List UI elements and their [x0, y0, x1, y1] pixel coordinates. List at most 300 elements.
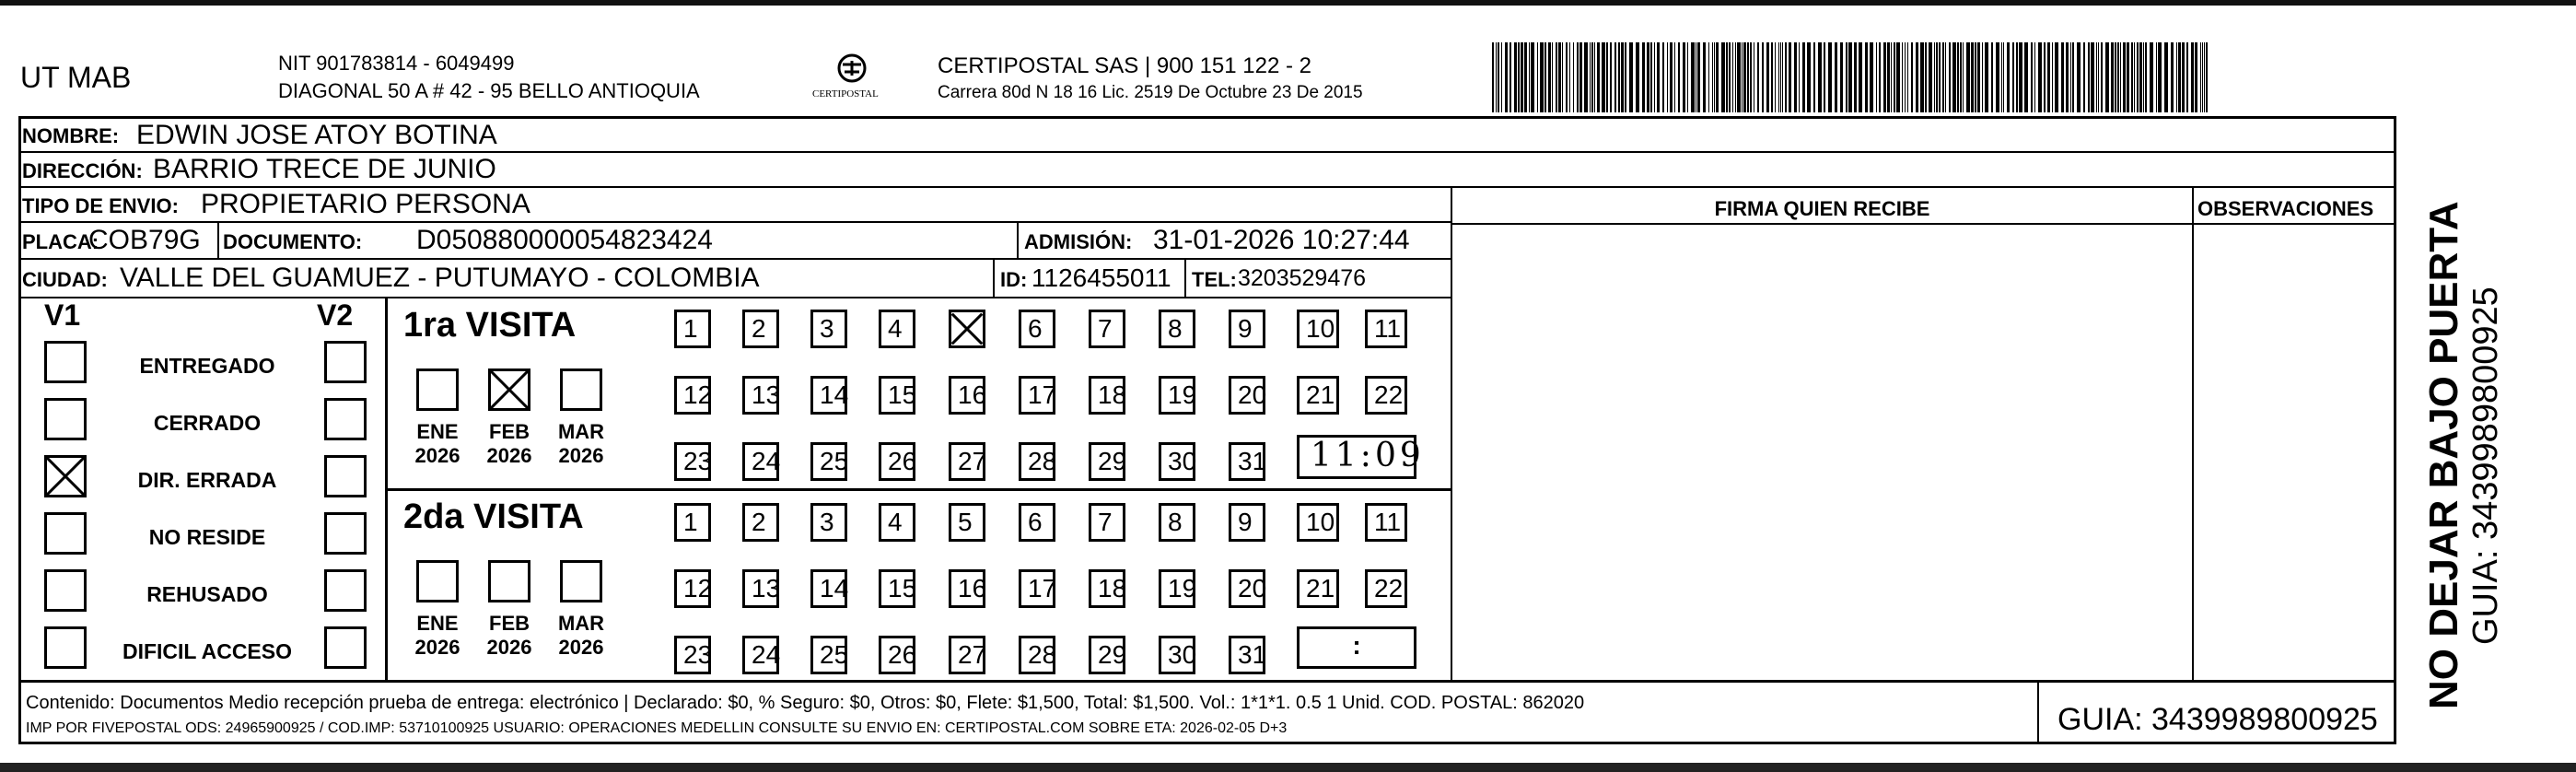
- visit2-time-placeholder: :: [1352, 631, 1361, 660]
- divider: [1017, 223, 1019, 260]
- barcode-bar: [1945, 42, 1946, 112]
- month-year: 2026: [558, 636, 604, 659]
- day-box-31[interactable]: [1229, 636, 1265, 674]
- day-box-29[interactable]: [1089, 636, 1125, 674]
- barcode-bar: [1985, 42, 1988, 112]
- barcode-bar: [1742, 42, 1743, 112]
- row-nombre: [18, 119, 2394, 153]
- day-box-8[interactable]: [1159, 503, 1195, 542]
- barcode-bar: [1670, 42, 1673, 112]
- barcode-bar: [1942, 42, 1944, 112]
- day-number: 11: [1374, 314, 1402, 343]
- barcode-bar: [1747, 42, 1749, 112]
- status-label: ENTREGADO: [139, 354, 275, 378]
- day-number: 6: [1028, 314, 1043, 343]
- documento-label: DOCUMENTO:: [223, 230, 363, 253]
- day-number: 22: [1374, 380, 1404, 409]
- divider: [18, 680, 2396, 683]
- barcode-bar: [1799, 42, 1800, 112]
- documento-value: D050880000054823424: [416, 225, 713, 255]
- day-number: 29: [1098, 640, 1127, 669]
- day-number: 8: [1168, 508, 1183, 536]
- barcode-bar: [1618, 42, 1620, 112]
- barcode-bar: [1737, 42, 1741, 112]
- barcode-bar: [1614, 42, 1616, 112]
- day-number: 19: [1168, 380, 1197, 409]
- barcode-bar: [2143, 42, 2144, 112]
- day-box-26[interactable]: [879, 442, 915, 481]
- barcode-bar: [1957, 42, 1959, 112]
- day-box-7[interactable]: [1089, 503, 1125, 542]
- barcode-bar: [2101, 42, 2103, 112]
- day-number: 13: [752, 574, 781, 602]
- barcode-bar: [1650, 42, 1652, 112]
- barcode-bar: [2038, 42, 2042, 112]
- barcode-bar: [1548, 42, 1551, 112]
- barcode-bar: [1902, 42, 1903, 112]
- placa-label: PLACA:: [22, 230, 99, 253]
- barcode-bar: [1691, 42, 1695, 112]
- day-box-29[interactable]: [1089, 442, 1125, 481]
- day-box-23[interactable]: [674, 636, 711, 674]
- status-label: DIR. ERRADA: [137, 468, 277, 492]
- day-number: 1: [683, 314, 698, 343]
- barcode-bar: [2052, 42, 2053, 112]
- day-number: 7: [1098, 314, 1113, 343]
- day-number: 28: [1028, 640, 1057, 669]
- barcode-bar: [1859, 42, 1862, 112]
- day-box-26[interactable]: [879, 636, 915, 674]
- barcode-bar: [2091, 42, 2094, 112]
- barcode-bar: [1697, 42, 1700, 112]
- barcode-bar: [2145, 42, 2147, 112]
- barcode-bar: [2134, 42, 2135, 112]
- firma-label: FIRMA QUIEN RECIBE: [1714, 197, 1930, 220]
- barcode-bar: [1687, 42, 1688, 112]
- barcode-bar: [1562, 42, 1563, 112]
- barcode-bar: [2115, 42, 2116, 112]
- status-v1-checkbox[interactable]: [44, 512, 87, 555]
- barcode-bar: [1916, 42, 1918, 112]
- barcode-bar: [1865, 42, 1868, 112]
- day-box-7[interactable]: [1089, 310, 1125, 348]
- day-number: 28: [1028, 447, 1057, 475]
- barcode-bar: [1518, 42, 1520, 112]
- day-number: 5: [958, 508, 973, 536]
- day-box-18[interactable]: [1089, 376, 1125, 415]
- barcode-bar: [2195, 42, 2197, 112]
- barcode-bar: [1498, 42, 1499, 112]
- row-tipo: [18, 188, 1451, 223]
- day-box-31[interactable]: [1229, 442, 1265, 481]
- barcode-bar: [2072, 42, 2074, 112]
- barcode-bar: [1840, 42, 1843, 112]
- barcode-bar: [2171, 42, 2174, 112]
- barcode-bar: [1492, 42, 1494, 112]
- day-box-30[interactable]: [1159, 442, 1195, 481]
- day-box-21[interactable]: [1297, 376, 1339, 415]
- day-box-13[interactable]: [742, 569, 779, 608]
- side-text: [2422, 201, 2505, 709]
- day-box-1[interactable]: [674, 310, 711, 348]
- direccion-label: DIRECCIÓN:: [22, 159, 143, 182]
- barcode-bar: [1654, 42, 1655, 112]
- barcode-bar: [2191, 42, 2194, 112]
- barcode-bar: [1729, 42, 1731, 112]
- row-placa: [18, 223, 1451, 260]
- barcode-bar: [1991, 42, 1993, 112]
- month-checkbox[interactable]: [488, 560, 530, 602]
- day-number: 1: [683, 508, 698, 536]
- day-number: 27: [958, 447, 987, 475]
- carrier-name: CERTIPOSTAL SAS | 900 151 122 - 2: [938, 53, 1311, 78]
- barcode-bar: [1785, 42, 1787, 112]
- day-box-4[interactable]: [879, 310, 915, 348]
- placa-value: COB79G: [88, 225, 201, 255]
- day-box-8[interactable]: [1159, 310, 1195, 348]
- month-checkbox[interactable]: [560, 560, 602, 602]
- day-number: 18: [1098, 574, 1127, 602]
- day-box-2[interactable]: [742, 310, 779, 348]
- barcode-bar: [2061, 42, 2064, 112]
- divider: [2037, 682, 2039, 744]
- barcode-bar: [2204, 42, 2205, 112]
- day-number: 25: [820, 640, 849, 669]
- barcode-bar: [1556, 42, 1557, 112]
- company-name: UT MAB: [20, 61, 132, 94]
- barcode-bar: [2111, 42, 2114, 112]
- admision-value: 31-01-2026 10:27:44: [1153, 225, 1410, 255]
- day-box-5[interactable]: [949, 503, 985, 542]
- v1-header: V1: [44, 298, 81, 332]
- day-number: 31: [1238, 447, 1267, 475]
- barcode-bar: [1597, 42, 1600, 112]
- day-box-14[interactable]: [810, 569, 847, 608]
- barcode-bar: [1824, 42, 1825, 112]
- day-box-24[interactable]: [742, 442, 779, 481]
- day-box-17[interactable]: [1019, 569, 1055, 608]
- day-box-22[interactable]: [1365, 569, 1407, 608]
- day-number: 24: [752, 447, 781, 475]
- barcode-bar: [1894, 42, 1895, 112]
- divider: [1184, 260, 1186, 298]
- barcode-bar: [1876, 42, 1877, 112]
- barcode-bar: [2077, 42, 2081, 112]
- day-box-30[interactable]: [1159, 636, 1195, 674]
- status-v1-checkbox[interactable]: [44, 569, 87, 612]
- barcode-bar: [1879, 42, 1881, 112]
- barcode-bar: [1963, 42, 1964, 112]
- ciudad-value: VALLE DEL GUAMUEZ - PUTUMAYO - COLOMBIA: [120, 263, 760, 293]
- barcode-bar: [2083, 42, 2085, 112]
- barcode-bar: [1750, 42, 1752, 112]
- month-label: ENE: [416, 420, 459, 443]
- barcode-bar: [2019, 42, 2022, 112]
- barcode-bar: [2150, 42, 2153, 112]
- barcode-bar: [2012, 42, 2014, 112]
- barcode-bar: [2156, 42, 2157, 112]
- day-number: 21: [1306, 380, 1335, 409]
- barcode-bar: [1544, 42, 1546, 112]
- day-box-23[interactable]: [674, 442, 711, 481]
- barcode-bar: [1524, 42, 1527, 112]
- day-box-28[interactable]: [1019, 442, 1055, 481]
- day-box-1[interactable]: [674, 503, 711, 542]
- day-box-27[interactable]: [949, 442, 985, 481]
- barcode-bar: [1870, 42, 1873, 112]
- barcode-bar: [2131, 42, 2133, 112]
- firma-area[interactable]: [1451, 188, 2194, 680]
- status-v1-checkbox[interactable]: [44, 398, 87, 440]
- barcode-bar: [1911, 42, 1913, 112]
- barcode-bar: [1683, 42, 1685, 112]
- side-big-text: NO DEJAR BAJO PUERTA: [2421, 201, 2466, 709]
- day-box-16[interactable]: [949, 569, 985, 608]
- barcode-bar: [1920, 42, 1924, 112]
- barcode-bar: [2031, 42, 2033, 112]
- barcode-bar: [1716, 42, 1719, 112]
- day-box-16[interactable]: [949, 376, 985, 415]
- day-number: 18: [1098, 380, 1127, 409]
- day-box-27[interactable]: [949, 636, 985, 674]
- month-year: 2026: [486, 636, 532, 659]
- month-label: FEB: [489, 612, 530, 635]
- day-box-9[interactable]: [1229, 503, 1265, 542]
- barcode-bar: [1925, 42, 1927, 112]
- barcode-bar: [1771, 42, 1773, 112]
- barcode-bar: [1732, 42, 1733, 112]
- day-box-19[interactable]: [1159, 569, 1195, 608]
- barcode-bar: [1828, 42, 1832, 112]
- carrier-address: Carrera 80d N 18 16 Lic. 2519 De Octubre 23 De 2015: [938, 83, 1363, 102]
- day-number: 17: [1028, 380, 1057, 409]
- barcode-bar: [1807, 42, 1811, 112]
- day-number: 2: [752, 314, 766, 343]
- day-number: 26: [888, 640, 917, 669]
- day-number: 29: [1098, 447, 1127, 475]
- day-box-12[interactable]: [674, 376, 711, 415]
- day-number: 16: [958, 380, 987, 409]
- barcode-bar: [2066, 42, 2069, 112]
- barcode-bar: [1573, 42, 1574, 112]
- barcode-bar: [1584, 42, 1588, 112]
- barcode-bar: [2088, 42, 2090, 112]
- day-box-10[interactable]: [1297, 310, 1339, 348]
- day-box-25[interactable]: [810, 442, 847, 481]
- barcode-bar: [2055, 42, 2058, 112]
- barcode-bar: [2044, 42, 2046, 112]
- barcode: [1492, 42, 2210, 112]
- barcode-bar: [1960, 42, 1962, 112]
- day-box-21[interactable]: [1297, 569, 1339, 608]
- day-box-17[interactable]: [1019, 376, 1055, 415]
- status-v1-checkbox[interactable]: [44, 341, 87, 383]
- month-label: MAR: [557, 612, 605, 635]
- month-year: 2026: [486, 444, 532, 467]
- tipo-label: TIPO DE ENVIO:: [22, 194, 179, 217]
- day-number: 2: [752, 508, 766, 536]
- day-number: 24: [752, 640, 781, 669]
- day-number: 7: [1098, 508, 1113, 536]
- barcode-bar: [1735, 42, 1736, 112]
- day-box-5[interactable]: [949, 310, 985, 348]
- day-box-20[interactable]: [1229, 376, 1265, 415]
- day-box-11[interactable]: [1365, 503, 1407, 542]
- day-box-18[interactable]: [1089, 569, 1125, 608]
- barcode-bar: [1982, 42, 1983, 112]
- month-checkbox[interactable]: [560, 368, 602, 411]
- month-label: MAR: [557, 420, 605, 443]
- footer-guia: GUIA: 3439989800925: [2057, 702, 2378, 737]
- barcode-bar: [2007, 42, 2010, 112]
- barcode-bar: [1929, 42, 1932, 112]
- barcode-bar: [1934, 42, 1935, 112]
- day-number: 20: [1238, 380, 1267, 409]
- barcode-bar: [1813, 42, 1815, 112]
- day-box-3[interactable]: [810, 503, 847, 542]
- tipo-value: PROPIETARIO PERSONA: [201, 189, 530, 219]
- day-number: 22: [1374, 574, 1404, 602]
- barcode-bar: [1977, 42, 1980, 112]
- day-number: 9: [1238, 314, 1253, 343]
- tel-value: 3203529476: [1238, 265, 1367, 291]
- day-box-22[interactable]: [1365, 376, 1407, 415]
- barcode-bar: [1509, 42, 1511, 112]
- barcode-bar: [2158, 42, 2162, 112]
- scan-edge-bottom: [0, 763, 2576, 772]
- visit2-time-box[interactable]: [1297, 626, 1416, 669]
- day-box-2[interactable]: [742, 503, 779, 542]
- visit1-title: 1ra VISITA: [403, 306, 577, 345]
- barcode-bar: [1579, 42, 1582, 112]
- day-number: 4: [888, 508, 903, 536]
- barcode-bar: [2182, 42, 2185, 112]
- barcode-bar: [2098, 42, 2099, 112]
- barcode-bar: [1577, 42, 1579, 112]
- barcode-bar: [2117, 42, 2119, 112]
- id-value: 1126455011: [1032, 263, 1171, 292]
- barcode-bar: [2137, 42, 2139, 112]
- month-checkbox[interactable]: [416, 368, 459, 411]
- barcode-bar: [1757, 42, 1759, 112]
- barcode-bar: [1714, 42, 1715, 112]
- day-box-11[interactable]: [1365, 310, 1407, 348]
- barcode-bar: [2186, 42, 2188, 112]
- day-box-19[interactable]: [1159, 376, 1195, 415]
- visit2-title: 2da VISITA: [403, 497, 584, 536]
- day-number: 23: [683, 447, 713, 475]
- day-number: 14: [820, 574, 849, 602]
- barcode-bar: [2003, 42, 2004, 112]
- status-v1-checkbox[interactable]: [44, 455, 87, 497]
- barcode-bar: [1896, 42, 1900, 112]
- barcode-bar: [1657, 42, 1660, 112]
- barcode-bar: [1726, 42, 1728, 112]
- barcode-bar: [1854, 42, 1857, 112]
- day-box-4[interactable]: [879, 503, 915, 542]
- barcode-bar: [2202, 42, 2203, 112]
- barcode-bar: [1952, 42, 1956, 112]
- direccion-value: BARRIO TRECE DE JUNIO: [153, 154, 496, 184]
- barcode-bar: [1642, 42, 1645, 112]
- company-nit: NIT 901783814 - 6049499: [278, 52, 515, 75]
- barcode-bar: [1966, 42, 1970, 112]
- barcode-bar: [2016, 42, 2018, 112]
- status-label: REHUSADO: [146, 582, 268, 606]
- barcode-bar: [1794, 42, 1797, 112]
- status-v1-checkbox[interactable]: [44, 626, 87, 669]
- barcode-bar: [1708, 42, 1709, 112]
- day-box-15[interactable]: [879, 569, 915, 608]
- month-label: FEB: [489, 420, 530, 443]
- day-box-13[interactable]: [742, 376, 779, 415]
- day-number: 31: [1238, 640, 1267, 669]
- day-box-20[interactable]: [1229, 569, 1265, 608]
- footer-content: Contenido: Documentos Medio recepción prueba de entrega: electrónico | Declarado: $0, % Seguro: $0, Otros: $0, Flete: $1,500, Total: $1,500. Vol.: 1*1*1. 0.5 1 Unid. COD. POSTAL: 862020: [26, 693, 1585, 713]
- day-number: 8: [1168, 314, 1183, 343]
- month-checkbox[interactable]: [416, 560, 459, 602]
- barcode-bar: [2024, 42, 2028, 112]
- barcode-bar: [1501, 42, 1502, 112]
- day-box-25[interactable]: [810, 636, 847, 674]
- day-box-10[interactable]: [1297, 503, 1339, 542]
- footer-imp: IMP POR FIVEPOSTAL ODS: 24965900925 / COD.IMP: 53710100925 USUARIO: OPERACIONES MEDELLIN CONSULTE SU ENVIO EN: CERTIPOSTAL.COM SOBRE ETA: 2026-02-05 D+3: [26, 720, 1288, 736]
- day-number: 17: [1028, 574, 1057, 602]
- barcode-bar: [1558, 42, 1561, 112]
- day-number: 9: [1238, 508, 1253, 536]
- barcode-bar: [1780, 42, 1781, 112]
- barcode-bar: [1818, 42, 1822, 112]
- barcode-bar: [1514, 42, 1517, 112]
- barcode-bar: [2176, 42, 2177, 112]
- id-label: ID:: [1000, 268, 1028, 291]
- day-box-12[interactable]: [674, 569, 711, 608]
- day-box-15[interactable]: [879, 376, 915, 415]
- barcode-bar: [1789, 42, 1791, 112]
- divider: [217, 223, 219, 260]
- day-box-6[interactable]: [1019, 310, 1055, 348]
- day-box-28[interactable]: [1019, 636, 1055, 674]
- barcode-bar: [1678, 42, 1680, 112]
- visit1-time-box[interactable]: [1297, 435, 1425, 479]
- day-box-24[interactable]: [742, 636, 779, 674]
- barcode-bar: [2047, 42, 2050, 112]
- day-number: 21: [1306, 574, 1335, 602]
- day-number: 10: [1306, 314, 1335, 343]
- month-checkbox[interactable]: [488, 368, 530, 411]
- barcode-bar: [1936, 42, 1938, 112]
- visit1-time-handwritten: 11:09: [1311, 437, 1425, 474]
- barcode-bar: [1721, 42, 1725, 112]
- day-box-14[interactable]: [810, 376, 847, 415]
- day-box-6[interactable]: [1019, 503, 1055, 542]
- day-box-3[interactable]: [810, 310, 847, 348]
- barcode-bar: [1662, 42, 1664, 112]
- barcode-bar: [1569, 42, 1570, 112]
- barcode-bar: [1606, 42, 1608, 112]
- barcode-bar: [1621, 42, 1624, 112]
- scan-edge: [0, 0, 2576, 6]
- barcode-bar: [2034, 42, 2035, 112]
- barcode-bar: [1949, 42, 1951, 112]
- observaciones-area[interactable]: [2196, 225, 2396, 680]
- barcode-bar: [1610, 42, 1612, 112]
- day-box-9[interactable]: [1229, 310, 1265, 348]
- barcode-bar: [1887, 42, 1890, 112]
- day-number: 30: [1168, 447, 1197, 475]
- barcode-bar: [1594, 42, 1595, 112]
- day-number: 13: [752, 380, 781, 409]
